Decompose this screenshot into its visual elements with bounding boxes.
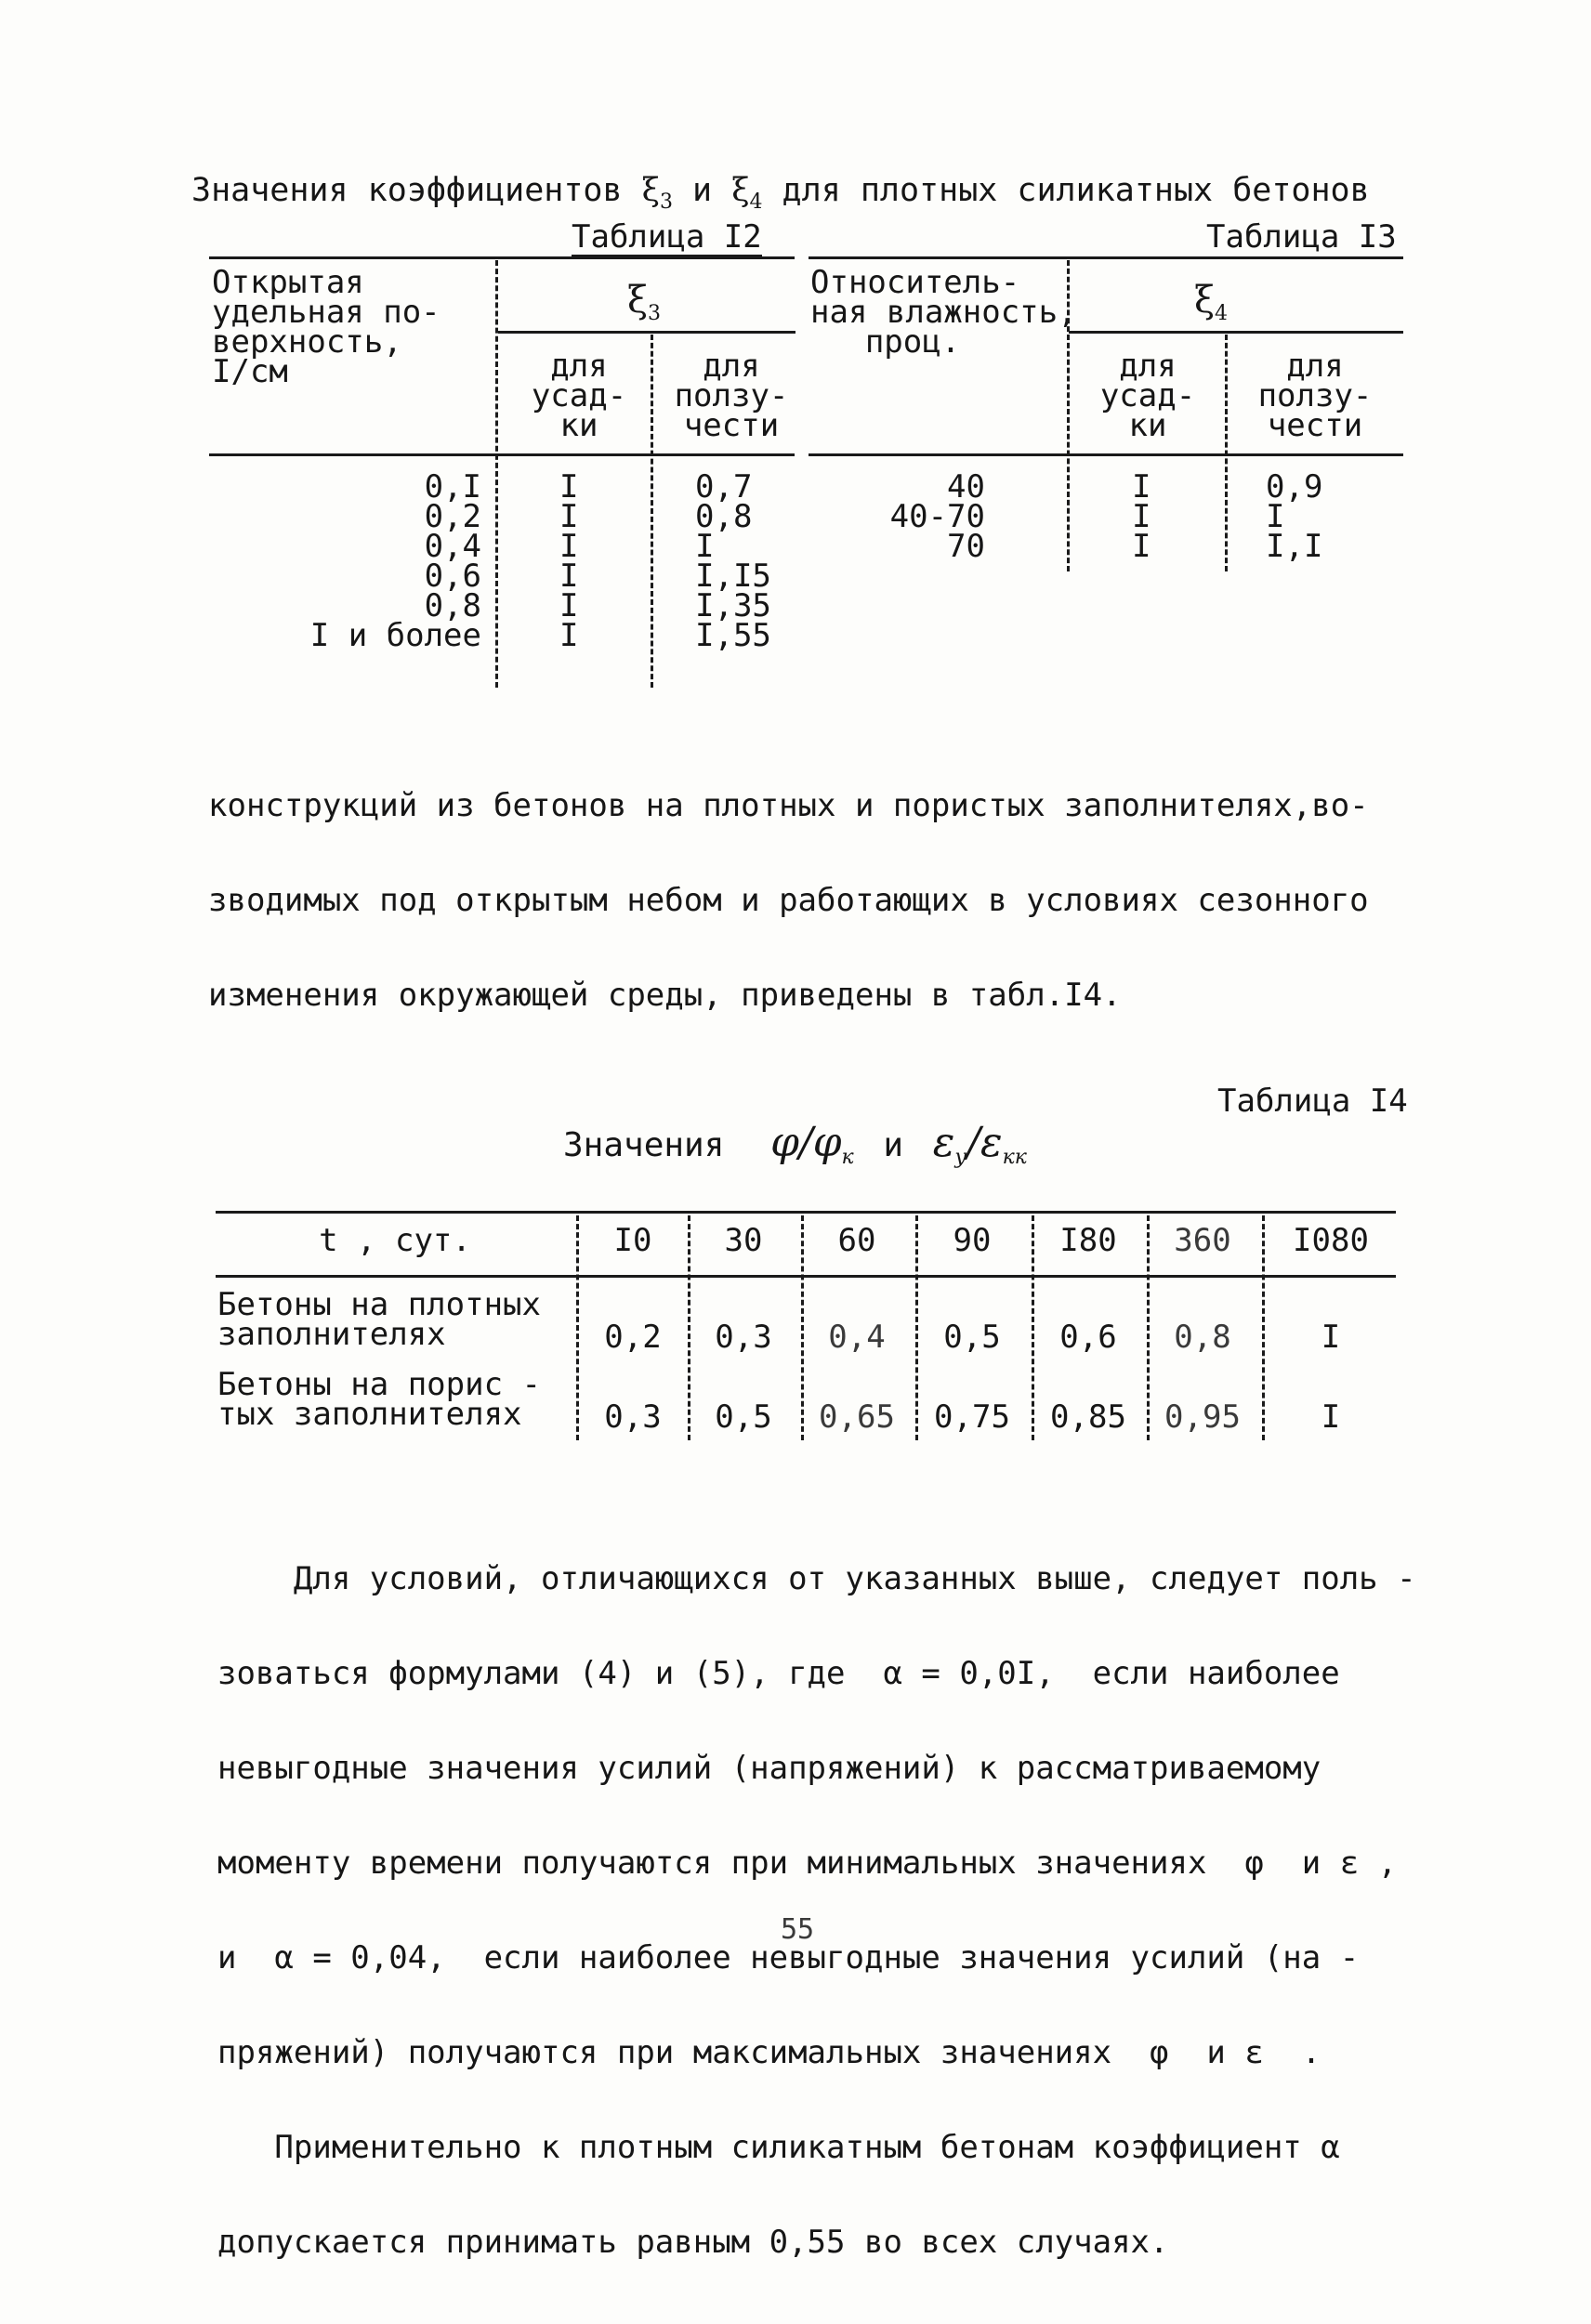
table14-cell: 0,65 <box>819 1398 895 1436</box>
epsilon-ratio: $\varepsilon_у/\varepsilon_{кк}$ <box>932 1119 1027 1169</box>
table14-cell: 0,95 <box>1164 1398 1241 1436</box>
table14-cell: 0,3 <box>715 1319 772 1356</box>
table14-col-header: I080 <box>1293 1222 1369 1259</box>
table12-group-rule <box>498 331 796 334</box>
tables-heading: Значения коэффициентов $\xi_3$ и $\xi_4$ для плотных силикатных бетонов <box>191 172 1370 214</box>
table14-vline <box>1262 1215 1265 1440</box>
table14-vline <box>915 1215 918 1440</box>
table12-vline-1 <box>495 260 498 688</box>
table14-col-header: 60 <box>837 1222 876 1259</box>
table12-col2-header: для усад- ки <box>531 348 627 444</box>
table13-col3-header: для ползу- чести <box>1257 348 1373 444</box>
table14-label: Таблица I4 <box>1217 1083 1408 1120</box>
table12-shrinkage-column: I I I I I I <box>559 468 579 654</box>
table12-vline-2 <box>651 335 653 688</box>
table13-header-rule <box>809 453 1403 456</box>
table14-cell: 0,3 <box>604 1398 662 1436</box>
table12-xi3-header: $\xi_3$ <box>627 279 662 325</box>
table14-col-header: I0 <box>613 1222 652 1259</box>
table13-label: Таблица I3 <box>1206 218 1397 256</box>
table14-row-label: Бетоны на плотных заполнителях <box>217 1286 541 1353</box>
table14-col-header: I80 <box>1059 1222 1117 1259</box>
phi-ratio: $\varphi/\varphi_к$ <box>770 1119 854 1169</box>
table14-top-rule <box>216 1211 1396 1214</box>
paragraph-1: конструкций из бетонов на плотных и пористых заполнителях,во- зводимых под открытым небом и работающих в условиях сезонного изменения окружающей среды, приведены в табл.I4. <box>208 787 1369 1014</box>
table14-col-header: 360 <box>1174 1222 1231 1259</box>
xi4-symbol: $\xi_4$ <box>731 172 763 214</box>
table14-col-header: 30 <box>724 1222 763 1259</box>
table13-group-rule <box>1069 331 1403 334</box>
table14-header-rule <box>216 1275 1396 1278</box>
table13-shrinkage-column: I I I <box>1132 468 1151 565</box>
table14-cell: 0,5 <box>943 1319 1001 1356</box>
table13-creep-column: 0,9 I I,I <box>1266 468 1323 565</box>
table14-header-label: t , сут. <box>319 1222 471 1259</box>
table12-surface-column: 0,I 0,2 0,4 0,6 0,8 I и более <box>309 468 481 654</box>
table14-cell: 0,4 <box>828 1319 886 1356</box>
table13-vline-1 <box>1067 260 1070 571</box>
table14-vline <box>688 1215 690 1440</box>
table14-cell: 0,75 <box>934 1398 1010 1436</box>
table14-cell: 0,6 <box>1059 1319 1117 1356</box>
xi3-symbol: $\xi_3$ <box>641 172 673 214</box>
table14-cell: 0,2 <box>604 1319 662 1356</box>
table14-vline <box>576 1215 579 1440</box>
table14-cell: I <box>1321 1398 1341 1436</box>
table14-cell: I <box>1321 1319 1341 1356</box>
table13-humidity-column: 40 40-70 70 <box>889 468 985 565</box>
page-number: 55 <box>781 1913 815 1946</box>
table14-cell: 0,85 <box>1050 1398 1126 1436</box>
table14-cell: 0,8 <box>1174 1319 1231 1356</box>
table12-label: Таблица I2 <box>572 218 762 256</box>
table14-cell: 0,5 <box>715 1398 772 1436</box>
table14-vline <box>801 1215 804 1440</box>
table14-vline <box>1032 1215 1034 1440</box>
table12-col3-header: для ползу- чести <box>674 348 789 444</box>
table13-top-rule <box>809 256 1403 259</box>
paragraph-2: Для условий, отличающихся от указанных выше, следует поль - зоваться формулами (4) и (5), где α = 0,0I, если наиболее невыгодные значения усилий (напряжений) к рассматриваемому моменту времени получаются при минимальных значениях φ и ε , и α = 0,04, если наиболее невыгодные значения усилий (на - пряжений) получаются при максимальных значениях φ и ε . Применительно к плотным силикатным бетонам коэффициент α допускается принимать равным 0,55 во всех случаях. <box>217 1560 1416 2261</box>
table13-xi4-header: $\xi_4$ <box>1194 279 1229 325</box>
table13-col1-header: Относитель- ная влажность, проц. <box>810 264 1077 361</box>
table14-vline <box>1147 1215 1150 1440</box>
table13-col2-header: для усад- ки <box>1099 348 1196 444</box>
table12-creep-column: 0,7 0,8 I I,I5 I,35 I,55 <box>695 468 771 654</box>
table14-col-header: 90 <box>953 1222 992 1259</box>
table12-top-rule <box>209 256 795 259</box>
table14-row-label: Бетоны на порис - тых заполнителях <box>217 1366 541 1433</box>
table12-col1-header: Открытая удельная по- верхность, I/см <box>212 264 440 390</box>
table12-header-rule <box>209 453 795 456</box>
table14-title: Значения $\varphi/\varphi_к$ и $\varepsilon_у/\varepsilon_{кк}$ <box>563 1119 1027 1169</box>
